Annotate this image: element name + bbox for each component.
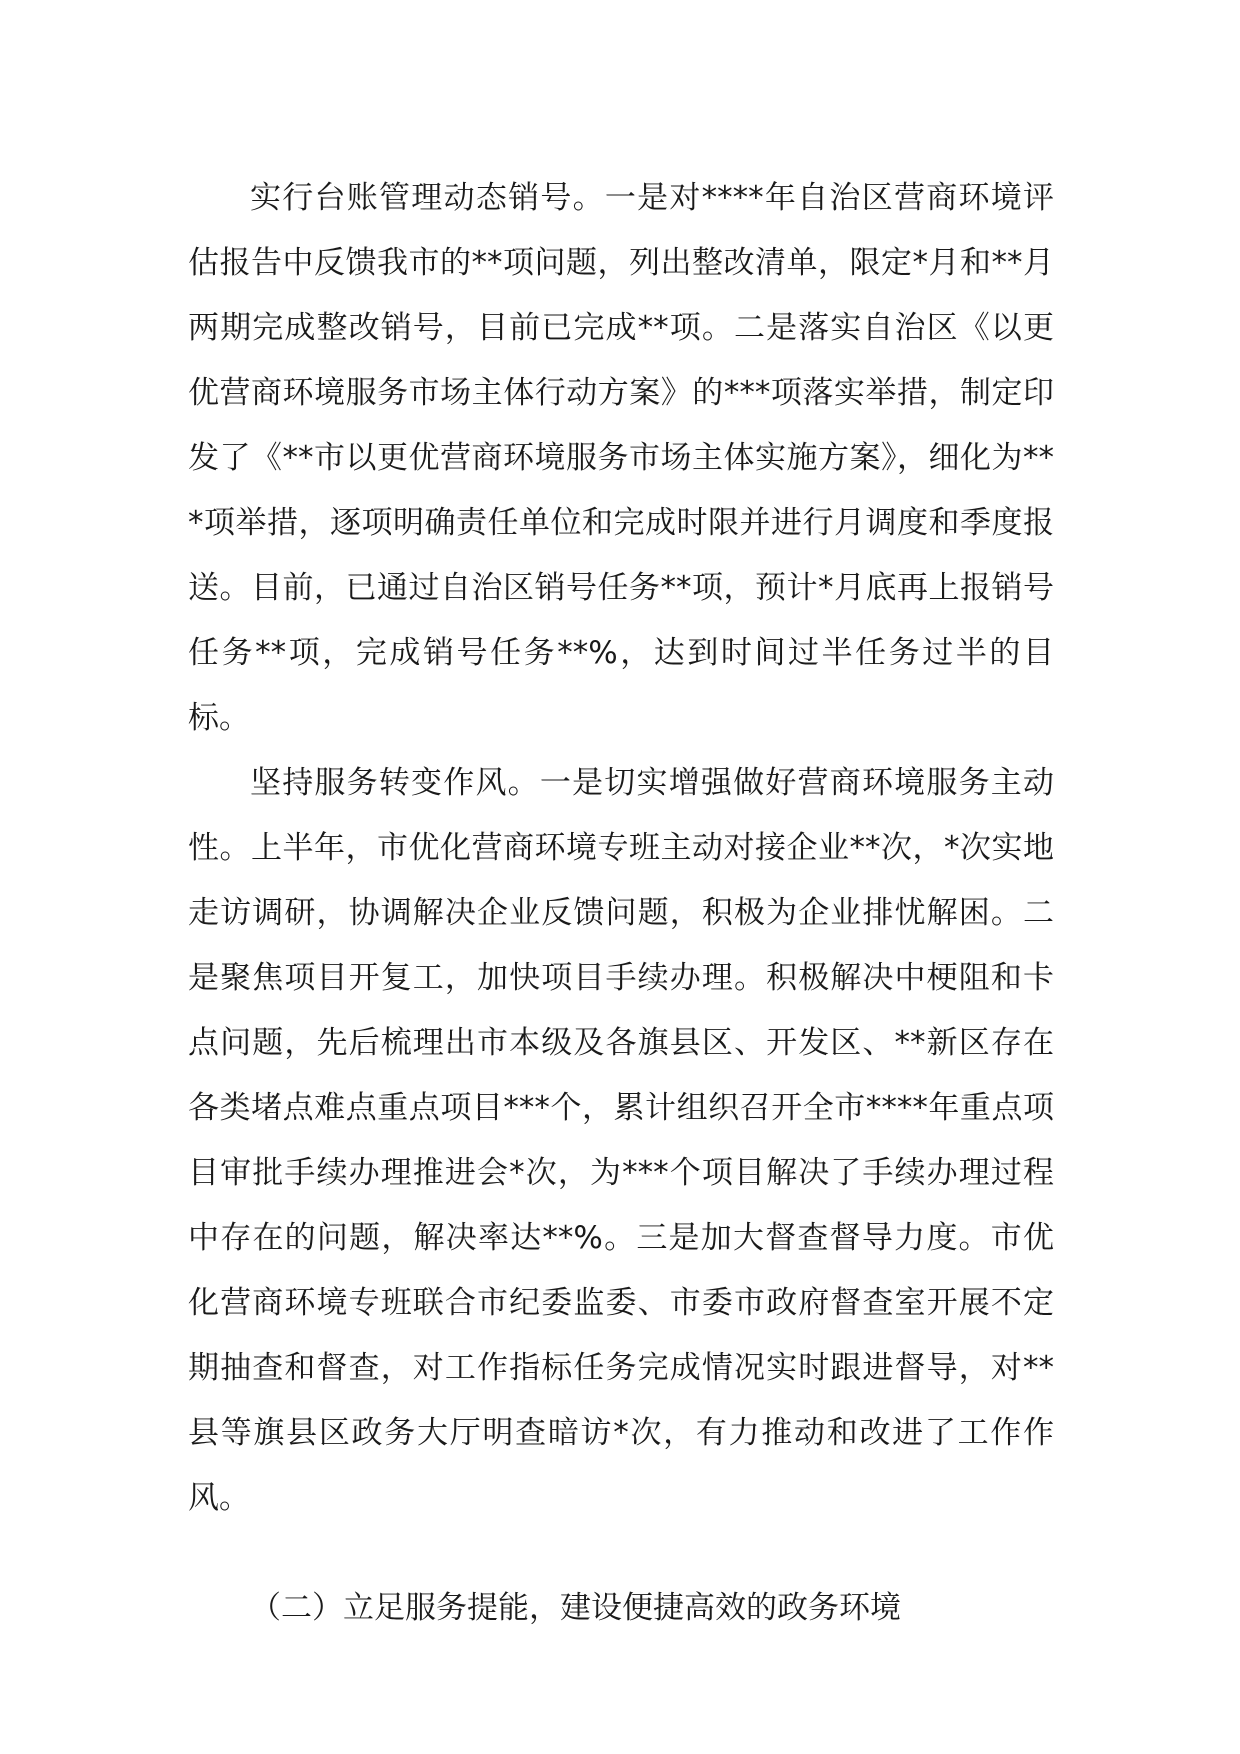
paragraph-service-style: 坚持服务转变作风。一是切实增强做好营商环境服务主动性。上半年，市优化营商环境专班主动对接企业**次，*次实地走访调研，协调解决企业反馈问题，积极为企业排忧解困。二是聚焦项目开复工，加快项目手续办理。积极解决中梗阻和卡点问题，先后梳理出市本级及各旗县区、开发区、**新区存在各类堵点难点重点项目***个，累计组织召开全市****年重点项目审批手续办理推进会*次，为***个项目解决了手续办理过程中存在的问题，解决率达**%。三是加大督查督导力度。市优化营商环境专班联合市纪委监委、市委市政府督查室开展不定期抽查和督查，对工作指标任务完成情况实时跟进督导，对**县等旗县区政务大厅明查暗访*次，有力推动和改进了工作作风。 [188, 765, 1054, 1516]
paragraph-ledger-management: 实行台账管理动态销号。一是对****年自治区营商环境评估报告中反馈我市的**项问题，列出整改清单，限定*月和**月两期完成整改销号，目前已完成**项。二是落实自治区《以更优营商环境服务市场主体行动方案》的***项落实举措，制定印发了《**市以更优营商环境服务市场主体实施方案》，细化为***项举措，逐项明确责任单位和完成时限并进行月调度和季度报送。目前，已通过自治区销号任务**项，预计*月底再上报销号任务**项，完成销号任务**%，达到时间过半任务过半的目标。 [188, 180, 1054, 736]
section-heading: （二）立足服务提能，建设便捷高效的政务环境 [250, 1590, 901, 1626]
document-page [188, 166, 1054, 1641]
